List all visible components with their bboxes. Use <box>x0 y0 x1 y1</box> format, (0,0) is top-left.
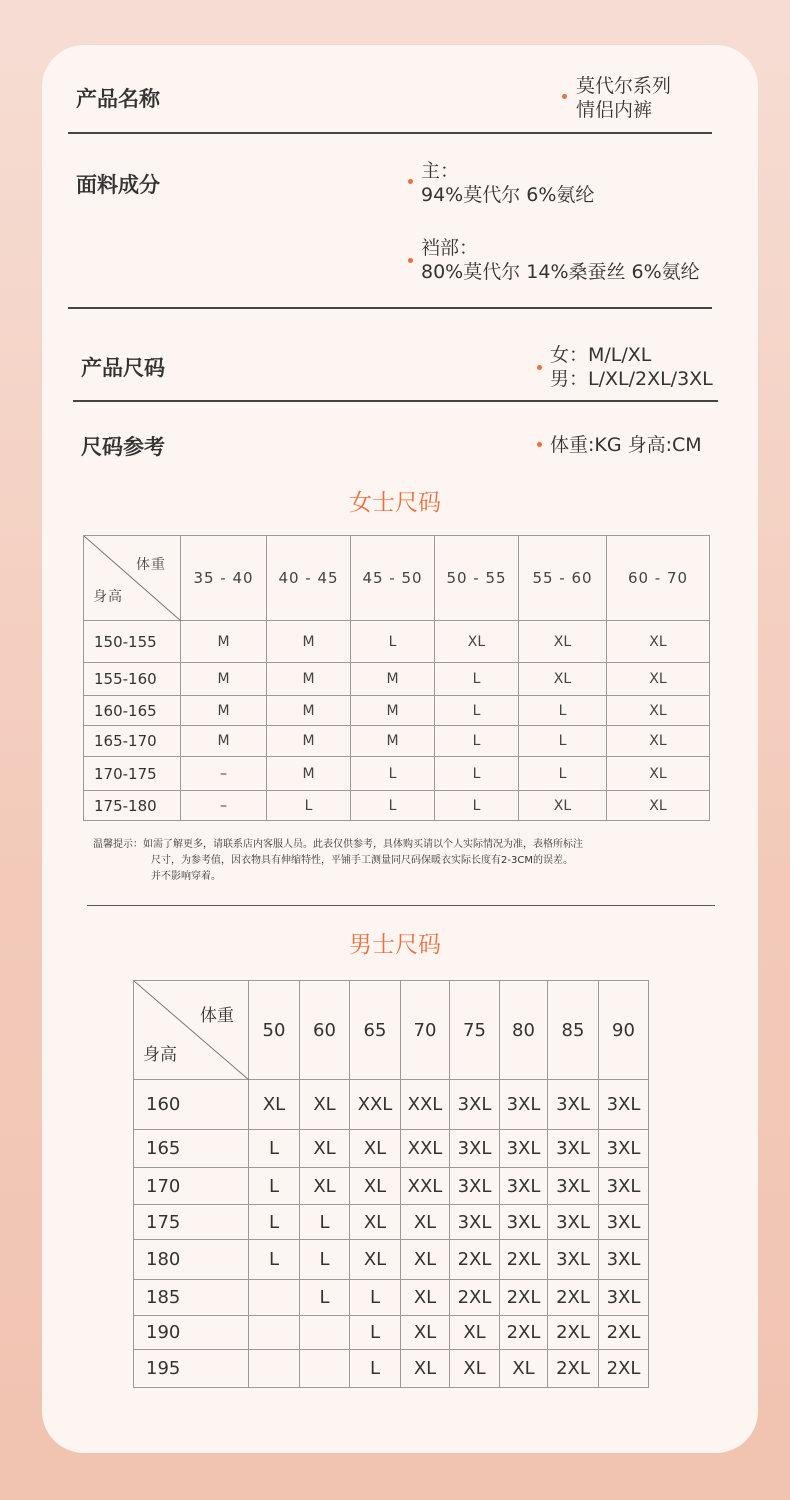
size-cell: 2XL <box>500 1316 548 1350</box>
size-cell: XL <box>519 663 607 696</box>
size-cell: M <box>351 663 435 696</box>
size-cell: L <box>249 1205 300 1240</box>
size-cell: 2XL <box>548 1350 599 1388</box>
size-cell: L <box>351 791 435 821</box>
size-cell <box>300 1350 350 1388</box>
size-cell: XL <box>500 1350 548 1388</box>
size-cell: M <box>351 726 435 757</box>
size-cell: 3XL <box>599 1080 649 1130</box>
table-row <box>84 726 710 757</box>
fabric-label: 面料成分 <box>76 173 160 197</box>
product-name-line1: 莫代尔系列 <box>576 75 672 97</box>
size-cell: 2XL <box>500 1240 548 1280</box>
size-cell: 3XL <box>599 1280 649 1316</box>
size-cell: 3XL <box>548 1168 599 1205</box>
height-header-cell: 155-160 <box>84 663 181 696</box>
size-cell: XL <box>350 1168 401 1205</box>
size-cell: XL <box>350 1130 401 1168</box>
height-header-cell: 175-180 <box>84 791 181 821</box>
size-cell: XL <box>401 1350 450 1388</box>
weight-header-cell: 50 - 55 <box>435 536 519 621</box>
size-cell: XL <box>607 663 710 696</box>
size-cell <box>249 1280 300 1316</box>
weight-header-cell: 65 <box>350 981 401 1080</box>
table-row <box>134 1240 649 1280</box>
size-cell: L <box>300 1205 350 1240</box>
size-cell: XL <box>607 696 710 726</box>
size-cell: 3XL <box>599 1130 649 1168</box>
diagonal-line <box>84 536 181 621</box>
size-cell: L <box>351 621 435 663</box>
men-table-title: 男士尺码 <box>349 932 441 958</box>
size-cell: 3XL <box>450 1168 500 1205</box>
size-cell: L <box>435 726 519 757</box>
table-row <box>134 1350 649 1388</box>
size-cell: L <box>350 1316 401 1350</box>
table-corner-cell <box>134 981 249 1080</box>
size-cell: XL <box>401 1205 450 1240</box>
size-cell: XL <box>607 621 710 663</box>
size-cell: – <box>181 791 267 821</box>
size-cell <box>249 1316 300 1350</box>
size-cell: XL <box>401 1280 450 1316</box>
reference-units: 体重:KG 身高:CM <box>550 434 702 456</box>
size-cell: M <box>267 696 351 726</box>
height-header-cell: 170 <box>134 1168 249 1205</box>
size-cell: XL <box>519 621 607 663</box>
table-row <box>84 621 710 663</box>
corner-height-label: 身高 <box>93 589 123 605</box>
tip-line3: 并不影响穿着。 <box>151 871 221 882</box>
size-men: 男：L/XL/2XL/3XL <box>550 368 713 390</box>
size-cell: L <box>300 1240 350 1280</box>
table-row <box>84 663 710 696</box>
size-cell: XL <box>350 1205 401 1240</box>
fabric-crotch-value: 80%莫代尔 14%桑蚕丝 6%氨纶 <box>421 261 700 283</box>
size-cell: M <box>267 726 351 757</box>
size-cell: L <box>519 726 607 757</box>
height-header-cell: 195 <box>134 1350 249 1388</box>
size-cell: 2XL <box>450 1280 500 1316</box>
height-header-cell: 175 <box>134 1205 249 1240</box>
tip-line1: 温馨提示：如需了解更多，请联系店内客服人员。此表仅供参考，具体购买请以个人实际情况为准，表格所标注 <box>93 839 583 850</box>
size-cell: 3XL <box>548 1205 599 1240</box>
size-cell: M <box>267 621 351 663</box>
size-cell: L <box>249 1240 300 1280</box>
size-cell: 3XL <box>500 1168 548 1205</box>
size-cell: M <box>267 663 351 696</box>
divider <box>68 132 712 134</box>
height-header-cell: 160-165 <box>84 696 181 726</box>
men-size-table <box>133 980 649 1388</box>
height-header-cell: 170-175 <box>84 757 181 791</box>
weight-header-cell: 75 <box>450 981 500 1080</box>
size-cell: 2XL <box>500 1280 548 1316</box>
size-cell: L <box>435 757 519 791</box>
height-header-cell: 185 <box>134 1280 249 1316</box>
size-cell: XL <box>401 1240 450 1280</box>
table-corner-cell <box>84 536 181 621</box>
height-header-cell: 190 <box>134 1316 249 1350</box>
weight-header-cell: 55 - 60 <box>519 536 607 621</box>
size-cell: XL <box>350 1240 401 1280</box>
weight-header-cell: 50 <box>249 981 300 1080</box>
size-cell: L <box>519 696 607 726</box>
size-cell: L <box>249 1168 300 1205</box>
size-cell: XL <box>519 791 607 821</box>
size-cell: M <box>181 696 267 726</box>
size-cell: L <box>350 1350 401 1388</box>
size-cell: 3XL <box>500 1130 548 1168</box>
table-row <box>134 1205 649 1240</box>
size-cell: M <box>181 726 267 757</box>
size-cell: L <box>351 757 435 791</box>
bullet-dot <box>408 179 413 184</box>
size-cell: L <box>249 1130 300 1168</box>
size-cell: XL <box>450 1350 500 1388</box>
size-cell: XXL <box>401 1168 450 1205</box>
size-cell: L <box>435 663 519 696</box>
size-cell: XL <box>607 791 710 821</box>
size-cell: 3XL <box>450 1080 500 1130</box>
size-cell: 3XL <box>548 1130 599 1168</box>
height-header-cell: 160 <box>134 1080 249 1130</box>
divider <box>73 400 718 402</box>
size-cell <box>300 1316 350 1350</box>
size-cell: 3XL <box>450 1205 500 1240</box>
size-cell: 3XL <box>500 1205 548 1240</box>
weight-header-cell: 35 - 40 <box>181 536 267 621</box>
divider <box>68 307 712 309</box>
size-cell: XL <box>607 757 710 791</box>
table-row <box>134 1168 649 1205</box>
table-row <box>84 791 710 821</box>
size-cell: L <box>350 1280 401 1316</box>
table-row <box>134 1316 649 1350</box>
weight-header-cell: 60 <box>300 981 350 1080</box>
size-cell: 2XL <box>599 1350 649 1388</box>
size-cell: XXL <box>350 1080 401 1130</box>
weight-header-cell: 90 <box>599 981 649 1080</box>
size-cell: 2XL <box>450 1240 500 1280</box>
fabric-crotch-title: 裆部： <box>421 237 479 259</box>
size-cell: XXL <box>401 1130 450 1168</box>
bullet-dot <box>562 94 567 99</box>
size-cell: XL <box>300 1080 350 1130</box>
corner-weight-label: 体重 <box>200 1006 234 1026</box>
size-cell: XL <box>300 1130 350 1168</box>
reference-label: 尺码参考 <box>81 435 165 459</box>
corner-weight-label: 体重 <box>136 557 166 573</box>
height-header-cell: 165 <box>134 1130 249 1168</box>
divider <box>87 905 715 906</box>
corner-height-label: 身高 <box>143 1045 177 1065</box>
size-cell: 2XL <box>548 1316 599 1350</box>
size-cell: – <box>181 757 267 791</box>
product-name-line2: 情侣内裤 <box>576 99 653 121</box>
size-cell: 3XL <box>500 1080 548 1130</box>
size-cell: L <box>267 791 351 821</box>
size-cell: XL <box>435 621 519 663</box>
size-cell: XL <box>401 1316 450 1350</box>
tip-line2: 尺寸，为参考值，因衣物具有伸缩特性，平铺手工测量同尺码保暖衣实际长度有2-3CM的误差。 <box>151 855 573 866</box>
size-cell: 2XL <box>548 1280 599 1316</box>
size-cell: 3XL <box>599 1240 649 1280</box>
fabric-main-title: 主： <box>421 160 460 182</box>
size-cell: XL <box>300 1168 350 1205</box>
table-row <box>84 696 710 726</box>
women-table-title: 女士尺码 <box>349 490 441 516</box>
size-cell <box>249 1350 300 1388</box>
weight-header-cell: 60 - 70 <box>607 536 710 621</box>
weight-header-cell: 80 <box>500 981 548 1080</box>
size-cell: M <box>181 663 267 696</box>
product-name-label: 产品名称 <box>76 87 160 111</box>
size-cell: L <box>435 791 519 821</box>
height-header-cell: 150-155 <box>84 621 181 663</box>
size-cell: XL <box>607 726 710 757</box>
size-cell: L <box>435 696 519 726</box>
weight-header-cell: 70 <box>401 981 450 1080</box>
size-cell: 3XL <box>599 1205 649 1240</box>
size-women: 女：M/L/XL <box>550 344 652 366</box>
table-row <box>134 1080 649 1130</box>
size-label: 产品尺码 <box>81 356 165 380</box>
women-size-table <box>83 535 710 821</box>
diagonal-line <box>134 981 249 1080</box>
size-cell: XL <box>450 1316 500 1350</box>
size-cell: M <box>267 757 351 791</box>
size-cell: XL <box>249 1080 300 1130</box>
size-cell: XXL <box>401 1080 450 1130</box>
height-header-cell: 165-170 <box>84 726 181 757</box>
bullet-dot <box>408 258 413 263</box>
size-cell: 3XL <box>548 1240 599 1280</box>
size-cell: 3XL <box>450 1130 500 1168</box>
size-cell: M <box>351 696 435 726</box>
fabric-main-value: 94%莫代尔 6%氨纶 <box>421 184 595 206</box>
weight-header-cell: 85 <box>548 981 599 1080</box>
weight-header-cell: 40 - 45 <box>267 536 351 621</box>
size-cell: 3XL <box>599 1168 649 1205</box>
table-row <box>84 757 710 791</box>
height-header-cell: 180 <box>134 1240 249 1280</box>
bullet-dot <box>537 442 542 447</box>
bullet-dot <box>537 365 542 370</box>
size-cell: M <box>181 621 267 663</box>
size-cell: 3XL <box>548 1080 599 1130</box>
weight-header-cell: 45 - 50 <box>351 536 435 621</box>
table-row <box>134 1130 649 1168</box>
table-row <box>134 1280 649 1316</box>
size-cell: 2XL <box>599 1316 649 1350</box>
size-cell: L <box>519 757 607 791</box>
size-cell: L <box>300 1280 350 1316</box>
